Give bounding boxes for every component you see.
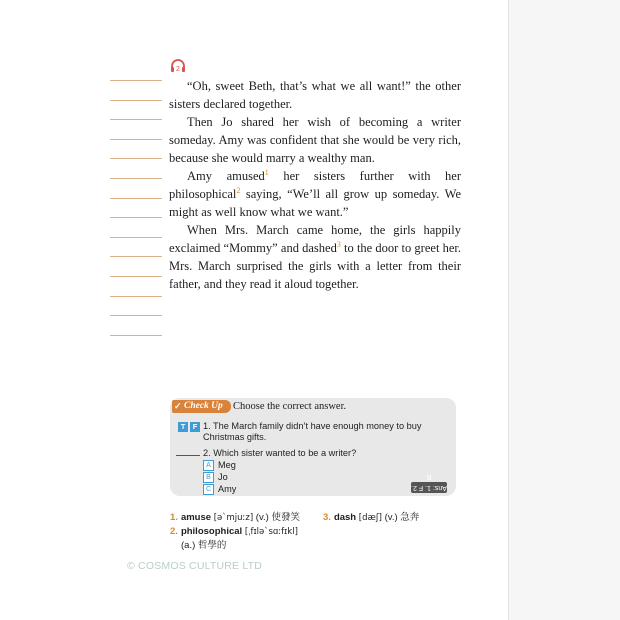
note-lines xyxy=(110,80,162,354)
footnote-marker: 1 xyxy=(264,168,269,177)
vocab-item-2-meaning: (a.) 哲學的 xyxy=(181,540,227,551)
story-text-run: Amy amused xyxy=(187,169,265,183)
page-edge xyxy=(509,0,620,620)
story-paragraph xyxy=(169,221,461,293)
story-paragraph xyxy=(169,77,461,113)
story-text-run: When Mrs. March came home, the girls happily exclaimed “Mommy” and dashed xyxy=(169,223,461,255)
story-text-run: Then Jo shared her wish of becoming a writer someday. Amy was confident that she would be very rich, because she would marry a wealthy man. xyxy=(169,115,461,165)
option-b[interactable] xyxy=(203,472,228,483)
track-number: 2 xyxy=(176,66,180,73)
option-c[interactable] xyxy=(203,484,236,495)
page-edge-divider xyxy=(508,0,509,620)
story-text-run: “Oh, sweet Beth, that’s what we all want!” the other sisters declared together. xyxy=(169,79,461,111)
answer-key: Ans: 1. F 2. B xyxy=(411,473,447,491)
option-letter: C xyxy=(203,484,214,495)
story-text xyxy=(169,77,461,293)
story-paragraph xyxy=(169,167,461,221)
vocab-item-2: 2. philosophical [ˌfɪlə`sɑːfɪkl] xyxy=(170,526,298,537)
copyright-watermark: © COSMOS CULTURE LTD xyxy=(127,560,263,572)
story-text-run: to the door to greet her. Mrs. March surprised the girls with a letter from their father, and they read it aloud together. xyxy=(169,241,462,291)
check-up-instruction: Choose the correct answer. xyxy=(233,401,347,412)
story-text-run: her sisters further with her philosophical xyxy=(169,169,462,201)
option-letter: A xyxy=(203,460,214,471)
option-text: Amy xyxy=(218,484,237,494)
option-a[interactable] xyxy=(203,460,236,471)
footnote-marker: 2 xyxy=(236,186,241,195)
check-up-label: ✓ Check Up xyxy=(172,400,231,413)
vocab-item-3: 3. dash [dæʃ] (v.) 急奔 xyxy=(323,512,420,523)
option-letter: B xyxy=(203,472,214,483)
false-badge[interactable]: F xyxy=(190,422,200,432)
option-text: Jo xyxy=(218,472,228,482)
answer-blank[interactable] xyxy=(176,455,200,456)
headphones-track-icon xyxy=(170,58,186,74)
true-false-badges xyxy=(178,422,200,432)
question-1: 1. The March family didn’t have enough money to buy Christmas gifts. xyxy=(203,421,422,442)
question-2: 2. Which sister wanted to be a writer? xyxy=(203,448,357,458)
option-text: Meg xyxy=(218,460,236,470)
story-paragraph xyxy=(169,113,461,167)
story-text-run: saying, “We’ll all grow up someday. We might as well know what we want.” xyxy=(169,187,461,219)
vocab-item-1: 1. amuse [ə`mjuːz] (v.) 使發笑 xyxy=(170,512,300,523)
footnote-marker: 3 xyxy=(336,240,341,249)
true-badge[interactable]: T xyxy=(178,422,188,432)
